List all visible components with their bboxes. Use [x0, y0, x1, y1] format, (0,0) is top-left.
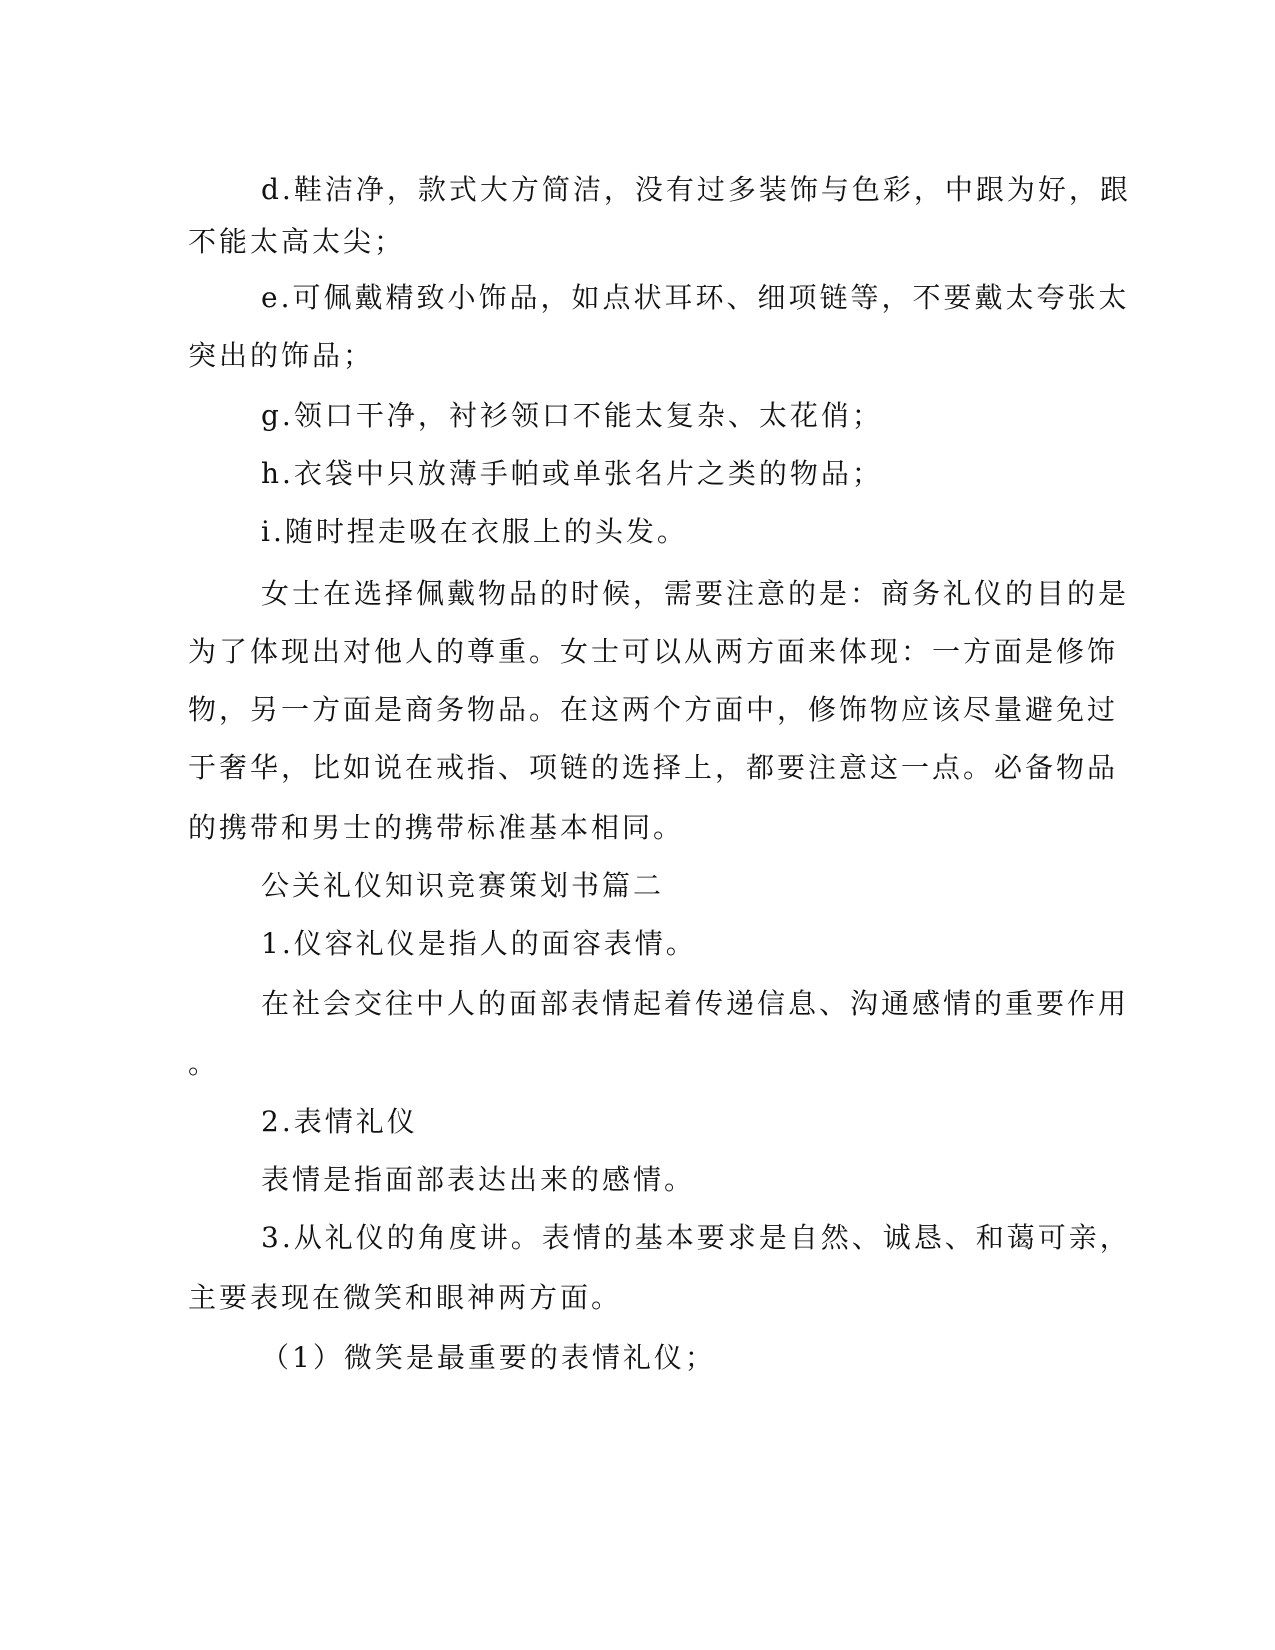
section-heading: 公关礼仪知识竞赛策划书篇二 — [261, 869, 665, 902]
paragraph-line: 主要表现在微笑和眼神两方面。 — [188, 1281, 623, 1314]
paragraph-line: i.随时捏走吸在衣服上的头发。 — [261, 515, 688, 548]
paragraph-line: 突出的饰品； — [188, 339, 375, 372]
paragraph-line: 2.表情礼仪 — [261, 1105, 418, 1138]
paragraph-line: 1.仪容礼仪是指人的面容表情。 — [261, 927, 697, 960]
paragraph-line: 3.从礼仪的角度讲。表情的基本要求是自然、诚恳、和蔼可亲， — [261, 1221, 1131, 1254]
paragraph-line: （1）微笑是最重要的表情礼仪； — [261, 1341, 716, 1374]
paragraph-line: 的携带和男士的携带标准基本相同。 — [188, 811, 685, 844]
paragraph-line: 为了体现出对他人的尊重。女士可以从两方面来体现：一方面是修饰 — [188, 635, 1119, 668]
paragraph-line: 在社会交往中人的面部表情起着传递信息、沟通感情的重要作用 — [261, 987, 1130, 1020]
paragraph-line: h.衣袋中只放薄手帕或单张名片之类的物品； — [261, 457, 883, 490]
paragraph-line: d.鞋洁净，款式大方简洁，没有过多装饰与色彩，中跟为好，跟 — [261, 173, 1131, 206]
paragraph-line: 女士在选择佩戴物品的时候，需要注意的是：商务礼仪的目的是 — [261, 577, 1130, 610]
paragraph-line: 表情是指面部表达出来的感情。 — [261, 1163, 696, 1196]
paragraph-line: g.领口干净，衬衫领口不能太复杂、太花俏； — [261, 399, 883, 432]
paragraph-line: e.可佩戴精致小饰品，如点状耳环、细项链等，不要戴太夸张太 — [261, 281, 1130, 314]
paragraph-line: 物，另一方面是商务物品。在这两个方面中，修饰物应该尽量避免过 — [188, 693, 1119, 726]
paragraph-line: 于奢华，比如说在戒指、项链的选择上，都要注意这一点。必备物品 — [188, 751, 1119, 784]
paragraph-line: 不能太高太尖； — [188, 225, 406, 258]
paragraph-line: 。 — [188, 1047, 220, 1080]
